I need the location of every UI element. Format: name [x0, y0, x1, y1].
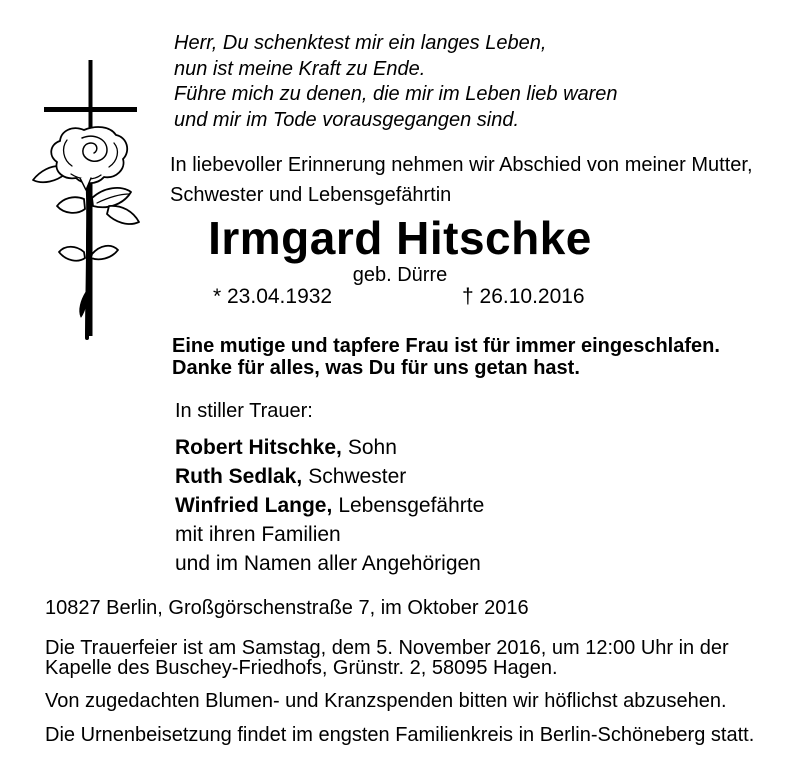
- mourner-relation: Schwester: [308, 465, 407, 488]
- mourner-row: [175, 520, 484, 549]
- address-line: 10827 Berlin, Großgörschenstraße 7, im Oktober 2016: [45, 597, 529, 619]
- mourner-name: Robert Hitschke,: [175, 436, 342, 459]
- verse-line: und mir im Tode vorausgegangen sind.: [174, 108, 520, 131]
- flowers-note: Von zugedachten Blumen- und Kranzspenden bitten wir höflichst abzusehen.: [45, 690, 727, 712]
- rose-icon: [33, 127, 139, 338]
- verse-line: Führe mich zu denen, die mir im Leben lieb waren: [174, 83, 618, 106]
- mourner-row: [175, 462, 484, 491]
- opening-verse: [174, 31, 618, 133]
- intro-line: In liebevoller Erinnerung nehmen wir Abschied von meiner Mutter,: [170, 154, 753, 176]
- funeral-line: Kapelle des Buschey-Friedhofs, Grünstr. 2, 58095 Hagen.: [45, 657, 558, 679]
- verse-line: Herr, Du schenktest mir ein langes Leben,: [174, 32, 547, 54]
- mourning-intro: In stiller Trauer:: [175, 400, 313, 422]
- mourner-name: Winfried Lange,: [175, 494, 333, 517]
- mourner-relation: Lebensgefährte: [338, 494, 485, 517]
- mourner-name: Ruth Sedlak,: [175, 465, 303, 488]
- mourner-row: [175, 433, 484, 462]
- deceased-name-block: [170, 212, 630, 264]
- tribute-line: Eine mutige und tapfere Frau ist für immer eingeschlafen.: [172, 335, 720, 357]
- mourner-row: [175, 549, 484, 578]
- mourner-row: [175, 491, 484, 520]
- burial-note: Die Urnenbeisetzung findet im engsten Familienkreis in Berlin-Schöneberg statt.: [45, 724, 755, 746]
- cross-and-rose-illustration: [30, 48, 160, 348]
- maiden-name: geb. Dürre: [352, 264, 448, 286]
- mourner-relation: Sohn: [347, 436, 397, 459]
- verse-line: nun ist meine Kraft zu Ende.: [174, 57, 426, 80]
- tribute-text: [172, 336, 720, 379]
- mourner-relation: und im Namen aller Angehörigen: [175, 552, 481, 575]
- birth-date: * 23.04.1932: [213, 285, 333, 308]
- deceased-name: Irmgard Hitschke: [208, 212, 592, 264]
- funeral-details: [45, 638, 729, 678]
- intro-text: [170, 150, 753, 210]
- intro-line: Schwester und Lebensgefährtin: [170, 184, 452, 206]
- death-date: † 26.10.2016: [462, 285, 585, 308]
- tribute-line: Danke für alles, was Du für uns getan hast.: [172, 356, 580, 379]
- funeral-line: Die Trauerfeier ist am Samstag, dem 5. November 2016, um 12:00 Uhr in der: [45, 637, 729, 659]
- mourner-relation: mit ihren Familien: [175, 523, 341, 546]
- mourners-list: [175, 433, 484, 578]
